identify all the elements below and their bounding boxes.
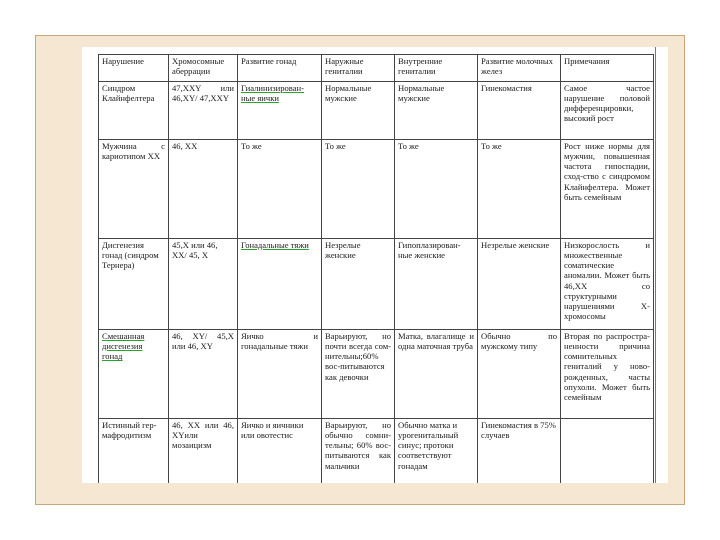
table-cell: Мужчина с кариотипом XX [99,140,169,239]
table-cell: То же [395,140,478,239]
table-cell: Нормальные мужские [395,82,478,140]
table-cell: Дисгенезия гонад (синдром Тернера) [99,239,169,330]
table-cell: Обычно матка и урогенитальный синус; протоки соответствуют гонадам [395,419,478,484]
table-cell: Гинекомастия [478,82,561,140]
header-cell: Наружные гениталии [322,55,395,82]
table-cell: Гипоплазирован-ные женские [395,239,478,330]
table-row [99,419,654,484]
table-row [99,82,654,140]
header-cell: Развитие гонад [238,55,322,82]
table-cell: Смешанная дисгенезия гонад [99,330,169,419]
table-cell: Нормальные мужские [322,82,395,140]
document-page [82,47,668,483]
table-row [99,140,654,239]
table-cell: Синдром Клайнфелтера [99,82,169,140]
table-row [99,239,654,330]
table-cell: Вторая по распростра-ненности причина сомнительных гениталий у ново-рожденных, часты опухоли. Может быть семейным [561,330,654,419]
table-cell: Гонадальные тяжи [238,239,322,330]
page-edge [655,47,656,483]
table-header-row [99,55,654,82]
header-cell: Развитие молочных желез [478,55,561,82]
table-cell: Яичко и яичники или овотестис [238,419,322,484]
table-cell: То же [322,140,395,239]
table-cell: Яичко и гонадальные тяжи [238,330,322,419]
table-cell: 46, XX или 46, XYили мозаицизм [169,419,238,484]
header-cell: Внутренние гениталии [395,55,478,82]
table-cell: Гинекомастия в 75% случаев [478,419,561,484]
header-cell: Примечания [561,55,654,82]
table-cell: Варьируют, но почти всегда сом-нительны;60% вос-питываются как девочки [322,330,395,419]
table-cell: Варьируют, но обычно сомни-тельны; 60% вос-питываются как мальчики [322,419,395,484]
table-cell: 46, XY/ 45,X или 46, XY [169,330,238,419]
table-cell: Незрелые женские [322,239,395,330]
table-cell: То же [478,140,561,239]
table-cell: 47,XXY или 46,XY/ 47,XXY [169,82,238,140]
table-cell: 45,X или 46, XX/ 45, X [169,239,238,330]
table-cell: Рост ниже нормы для мужчин, повышенная частота гипоспадии, сход-ство с синдромом Клайнфелтера. Может быть семейным [561,140,654,239]
table-cell: Истинный гер-мафродитизм [99,419,169,484]
table-cell: Самое частое нарушение половой дифференцировки, высокий рост [561,82,654,140]
table-cell: То же [238,140,322,239]
disorders-table [98,54,654,483]
table-cell: Гиалинизирован-ные яички [238,82,322,140]
table-cell [561,419,654,484]
table-cell: Матка, влагалище и одна маточная труба [395,330,478,419]
header-cell: Хромосомные аберрации [169,55,238,82]
table-cell: 46, XX [169,140,238,239]
table-cell: Низкорослость и множественные соматические аномалии. Может быть 46,XX со структурными нарушениями X-хромосомы [561,239,654,330]
table-cell: Незрелые женские [478,239,561,330]
table-cell: Обычно по мужскому типу [478,330,561,419]
header-cell: Нарушение [99,55,169,82]
table-row [99,330,654,419]
